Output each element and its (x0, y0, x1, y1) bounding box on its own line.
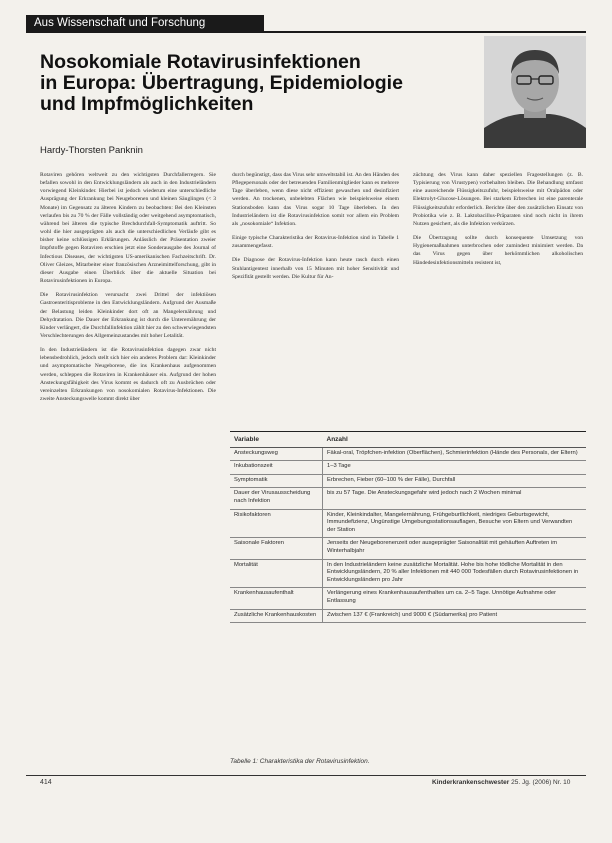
table-cell-variable: Dauer der Virusausscheidung nach Infektion (230, 488, 323, 509)
table-cell-value: Zwischen 137 € (Frankreich) und 9000 € (Südamerika) pro Patient (323, 609, 587, 623)
text-column-3 (413, 171, 583, 273)
table-cell-variable: Zusätzliche Krankenhauskosten (230, 609, 323, 623)
table-cell-value: 1–3 Tage (323, 461, 587, 475)
paragraph: Rotaviren gehören weltweit zu den wichtigsten Durchfallerregern. Sie befallen sowohl in den Entwicklungsländern als auch in den Industrieländern vorwiegend Kleinkinder. Hierbei ist jedoch wiederum eine unterschiedliche Ausprägung der Erkrankung bei Neugeborenen und kleinen Säuglingen (< 3 Monate) im Gegensatz zu älteren Kindern zu beobachten: Bei den Kleinsten verlaufen bis zu 70 % der Fälle vollständig oder weitgehend asymptomatisch, während bei älteren die typische Brechdurchfall-Symptomatik auftritt. So wohl die hier ausgeprägten als auch die unterschiedlichen Verläufe gibt es bisher keine schlüssigen Erklärungen. Anlässlich der Präsentation zweier Impfstoffe gegen Rotaviren erschien jetzt eine Sonderausgabe des Journal of Infectious Diseases, der wichtigsten US-amerikanischen Fachzeitschrift. Dr. Oliver Gleizes, Mitarbeiter einer französischen Arzneimittelforschung, gibt in dieser Ausgabe einen Überblick über die aktuelle Situation bei Rotavirusinfektionen in Europa. (40, 172, 216, 285)
table-caption: Tabelle 1: Charakteristika der Rotavirusinfektion. (230, 758, 370, 765)
table-cell-value: In den Industrieländern keine zusätzliche Mortalität. Hohe bis hohe tödliche Mortalität in den Entwicklungsländern, 20 % aller Infektionen mit 440 000 Todesfällen durch Rotavirusinfektionen in Entwicklungsländern pro Jahr (323, 559, 587, 588)
title-line: und Impfmöglichkeiten (40, 93, 254, 115)
table-row (230, 474, 586, 488)
paragraph: züchtung des Virus kann daher speziellen Fragestellungen (z. B. Typisierung von Virustypen) vorbehalten bleiben. Die Behandlung umfasst eine ausreichende Flüssigkeitszufuhr, beispielsweise mit Oralpädon oder Elektrolyt-Glucose-Lösungen. Bei starkem Erbrechen ist eine parenterale Flüssigkeitszufuhr erforderlich. Berichte über den zusätzlichen Einsatz von Probiotika wie z. B. Laktobacillus-Präparaten sind noch nicht in ihrem Nutzen gesichert, als die Infektion verkürzen. (413, 172, 583, 227)
table-cell-variable: Saisonale Faktoren (230, 538, 323, 559)
characteristics-table (230, 431, 586, 623)
table-row (230, 488, 586, 509)
table-cell-variable: Ansteckungsweg (230, 447, 323, 461)
footer-rule (26, 775, 586, 776)
table-cell-value: Kinder, Kleinkindalter, Mangelernährung, Frühgeburtlichkeit, niedriges Geburtsgewicht, Immundefizienz, Ungünstige Umgebungsstationsauflagen, Besuche von Eltern und Verwandten der Station (323, 509, 587, 538)
author-name: Hardy-Thorsten Panknin (40, 145, 143, 156)
paragraph: durch begünstigt, dass das Virus sehr umweltstabil ist. An den Händen des Pflegepersonals oder der betreuenden Familienmitglieder kann es mehrere Tage überleben, wenn diese nicht effizient gewaschen und desinfiziert werden. An trockenen, unbelebten Flächen wie beispielsweise einem Stationsboden kann das Virus sogar 10 Tage überleben. In den Industrieländern ist die Rotavirusinfektion somit vor allem ein Problem als „nosokomiale“ Infektion. (232, 172, 399, 227)
table-cell-variable: Inkubationszeit (230, 461, 323, 475)
journal-issue: 25. Jg. (2006) Nr. 10 (511, 779, 571, 786)
article-title (40, 52, 470, 115)
table-cell-variable: Symptomatik (230, 474, 323, 488)
paragraph: Einige typische Charakteristika der Rotavirus-Infektion sind in Tabelle 1 zusammengefasst. (232, 235, 399, 250)
table-cell-value: Erbrechen, Fieber (60–100 % der Fälle), Durchfall (323, 474, 587, 488)
table-cell-value: Fäkal-oral, Tröpfchen-infektion (Oberflächen), Schmierinfektion (Hände des Personals, der Eltern) (323, 447, 587, 461)
table-header-cell: Anzahl (323, 432, 587, 448)
title-line: Nosokomiale Rotavirusinfektionen (40, 51, 361, 73)
header-rule (26, 31, 586, 33)
page-number: 414 (40, 779, 52, 786)
table-row (230, 461, 586, 475)
paragraph: Die Übertragung sollte durch konsequente Umsetzung von Hygienemaßnahmen unterbrochen oder zumindest minimiert werden. Da das Virus gegen über herkömmlichen alkoholischen Händedesinfektionsmitteln resistent ist, (413, 235, 583, 266)
journal-reference (432, 779, 570, 786)
table-header-cell: Variable (230, 432, 323, 448)
table-cell-value: Verlängerung eines Krankenhausaufenthaltes um ca. 2–5 Tage. Unnötige Aufnahme oder Entlassung (323, 588, 587, 609)
paragraph: In den Industrieländern ist die Rotavirusinfektion dagegen zwar nicht lebensbedrohlich, jedoch stellt sich hier ein anderes Problem dar: Kleinkinder und asymptomatische Neugeborene, die ins Krankenhaus aufgenommen werden, schleppen die Rotaviren in Krankenhäuser ein. Aufgrund der hohen Ansteckungsfähigkeit des Virus kommt es dadurch oft zu Ausbrüchen oder vereinzelten Erkrankungen von nosokomialen Rotavirus-Infektionen. Die zweite Ansteckungswelle kommt direkt über (40, 347, 216, 403)
text-column-1 (40, 171, 216, 409)
table-cell-value: bis zu 57 Tage. Die Ansteckungsgefahr wird jedoch nach 2 Wochen minimal (323, 488, 587, 509)
table-cell-value: Jenseits der Neugeborenenzeit oder ausgeprägter Saisonalität mit gehäuften Auftreten im Winterhalbjahr (323, 538, 587, 559)
table-header-row (230, 432, 586, 448)
section-banner: Aus Wissenschaft und Forschung (26, 15, 264, 31)
author-photo (484, 36, 586, 148)
table-cell-variable: Mortalität (230, 559, 323, 588)
portrait-image (484, 36, 586, 148)
paragraph: Die Diagnose der Rotavirus-Infektion kann heute rasch durch einen Stuhlantigentest innerhalb von 15 Minuten mit hoher Sensitivität und Spezifität gestellt werden. Die Kultur für An- (232, 257, 399, 280)
table-cell-variable: Risikofaktoren (230, 509, 323, 538)
text-column-2 (232, 171, 399, 287)
table-row (230, 588, 586, 609)
table-row (230, 559, 586, 588)
table-row (230, 447, 586, 461)
table-cell-variable: Krankenhausaufenthalt (230, 588, 323, 609)
table-row (230, 538, 586, 559)
journal-name: Kinderkrankenschwester (432, 779, 510, 786)
title-line: in Europa: Übertragung, Epidemiologie (40, 72, 403, 94)
table-row (230, 609, 586, 623)
table-row (230, 509, 586, 538)
paragraph: Die Rotavirusinfektion verursacht zwei Drittel der infektiösen Gastroenteritisprobleme in den Entwicklungsländern. Aufgrund der Ausmaße der Belastung leiden Kleinkinder dort oft an Mangelernährung und Dehydratation. Die Dauer der Erkrankung ist durch die Unterernährung der Kinder verlängert, die Durchfallinfektion zählt hier zu den schwerwiegendsten Verschlechterungen des Allgemeinzustandes mit hoher Letalität. (40, 292, 216, 339)
